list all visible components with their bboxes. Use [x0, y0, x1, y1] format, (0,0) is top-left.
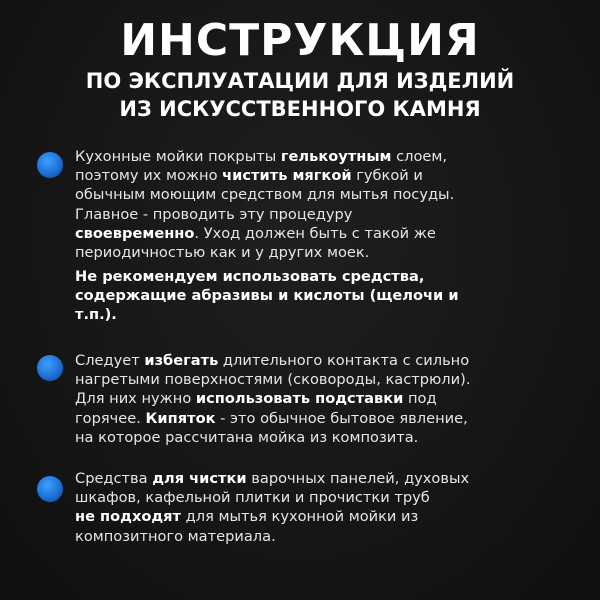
bullet-dot-icon [37, 152, 63, 178]
text-line: шкафов, кафельной плитки и прочистки труб [75, 489, 430, 507]
warning-paragraph [75, 267, 580, 325]
subtitle-line-2: ИЗ ИСКУССТВЕННОГО КАМНЯ [119, 97, 481, 121]
text-line: композитного материала. [75, 527, 276, 545]
text-line: поэтому их можно чистить мягкой губкой и [75, 167, 423, 185]
text-line: своевременно. Уход должен быть с такой же [75, 224, 436, 242]
text-line: периодичностью как и у других моек. [75, 244, 370, 262]
warning-line: т.п.). [75, 306, 117, 324]
section-1-paragraph [75, 147, 580, 262]
text-line: нагретыми поверхностями (сковороды, кастрюли). [75, 371, 471, 389]
page-title: ИНСТРУКЦИЯ [120, 15, 480, 66]
section-2-paragraph [75, 351, 580, 447]
text-line: Следует избегать длительного контакта с сильно [75, 352, 470, 369]
bullet-dot-icon [37, 476, 63, 502]
text-line: Для них нужно использовать подставки под [75, 390, 437, 408]
warning-line: Не рекомендуем использовать средства, [75, 268, 425, 285]
text-line: на которое рассчитана мойка из композита. [75, 428, 419, 446]
bullet-dot-icon [37, 355, 63, 381]
text-line: Кухонные мойки покрыты гелькоутным слоем, [75, 148, 447, 165]
text-line: горячее. Кипяток - это обычное бытовое явление, [75, 409, 468, 427]
text-line: обычным моющим средством для мытья посуды. [75, 186, 455, 204]
warning-line: содержащие абразивы и кислоты (щелочи и [75, 287, 459, 305]
subtitle-line-1: ПО ЭКСПЛУАТАЦИИ ДЛЯ ИЗДЕЛИЙ [85, 69, 515, 93]
text-line: Средства для чистки варочных панелей, духовых [75, 470, 470, 487]
text-line: не подходят для мытья кухонной мойки из [75, 508, 419, 526]
text-line: Главное - проводить эту процедуру [75, 205, 353, 223]
section-3-paragraph [75, 469, 580, 546]
